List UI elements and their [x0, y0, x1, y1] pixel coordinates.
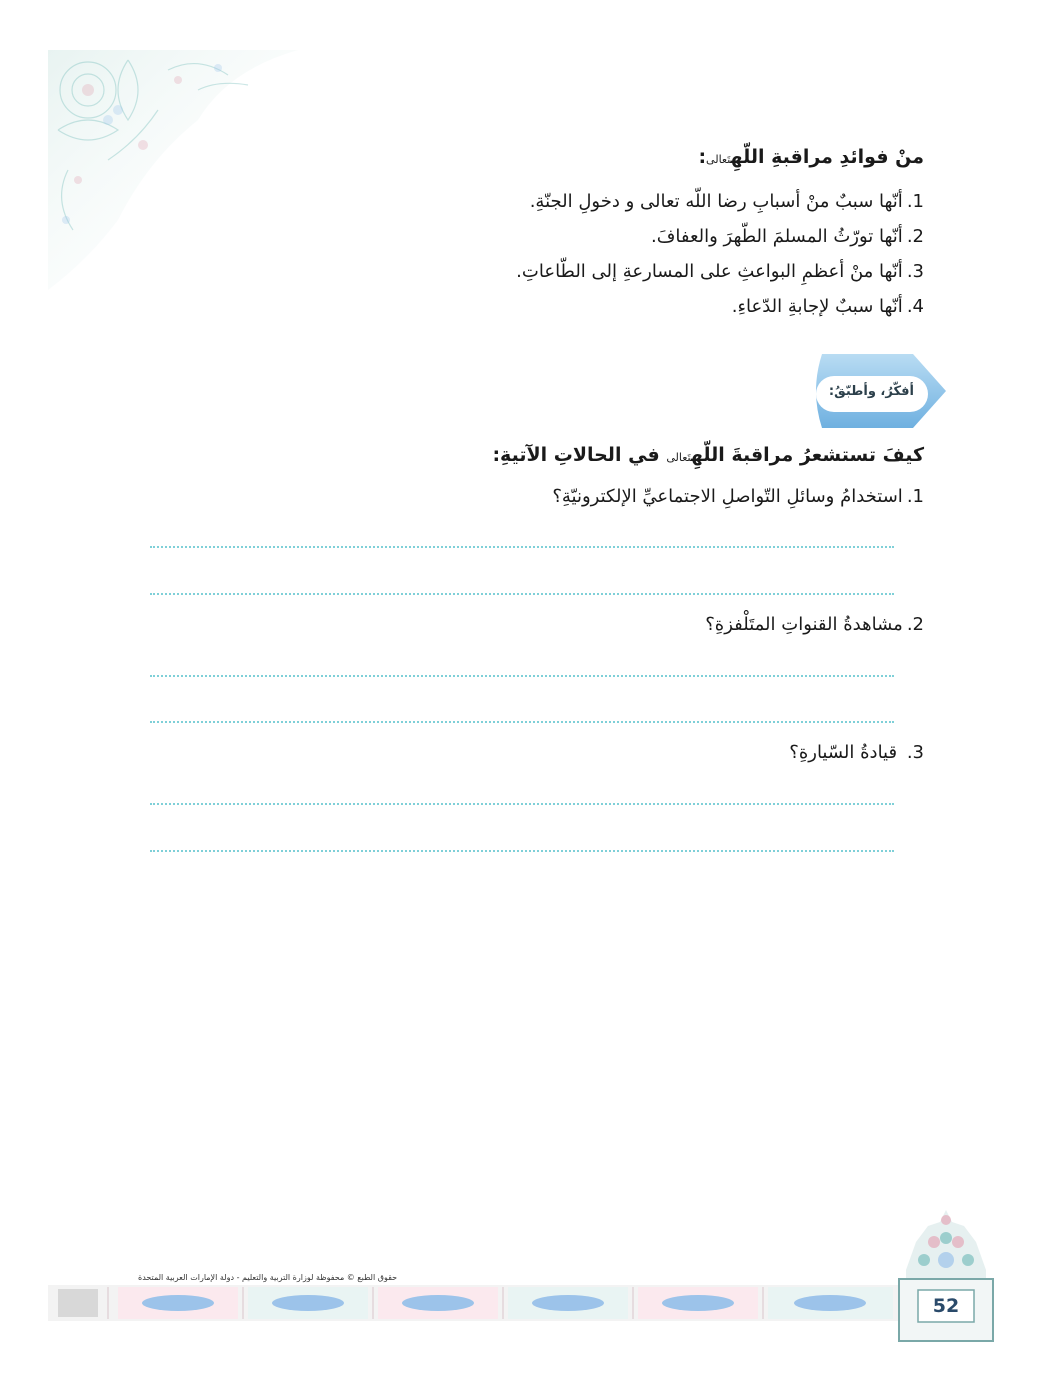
- benefits-section: [150, 140, 924, 324]
- question-1: 1.استخدامُ وسائلِ التّواصلِ الاجتماعيِّ الإلكترونيّةِ؟: [552, 486, 924, 507]
- answer-line[interactable]: [150, 803, 894, 805]
- answer-line[interactable]: [150, 546, 894, 548]
- answer-line[interactable]: [150, 850, 894, 852]
- page-crown-ornament: [904, 1208, 988, 1282]
- benefits-heading: منْ فوائدِ مراقبةِ اللّهِتَعالى:: [698, 146, 924, 168]
- footer-copyright: حقوق الطبع © محفوظة لوزارة التربية والتعليم - دولة الإمارات العربية المتحدة: [138, 1273, 398, 1282]
- answer-line[interactable]: [150, 721, 894, 723]
- think-apply-badge: [808, 350, 948, 432]
- question-2: 2.مشاهدةُ القنواتِ المتَلْفزةِ؟: [705, 614, 924, 635]
- questions-heading: كيفَ تستشعرُ مراقبةَ اللّهِتَعالى في الحالاتِ الآتيةِ:: [492, 444, 924, 466]
- benefit-item-3: 3.أنّها منْ أعظمِ البواعثِ على المسارعةِ إلى الطّاعاتِ.: [516, 261, 924, 282]
- page-number: 52: [932, 1295, 960, 1317]
- benefit-item-1: 1.أنّها سببٌ منْ أسبابِ رضا اللّه تعالى و دخولِ الجنّةِ.: [529, 191, 924, 212]
- footer-ornament-band: [48, 1285, 898, 1321]
- benefit-item-2: 2.أنّها تورّثُ المسلمَ الطّهرَ والعفافَ.: [650, 226, 924, 247]
- benefit-item-4: 4.أنّها سببٌ لإجابةِ الدّعاءِ.: [731, 296, 924, 317]
- answer-line[interactable]: [150, 593, 894, 595]
- badge-label: أفكّرُ، وأطبّقُ:: [828, 384, 914, 399]
- answer-line[interactable]: [150, 675, 894, 677]
- question-3: 3. قيادةُ السّيارةِ؟: [789, 742, 924, 763]
